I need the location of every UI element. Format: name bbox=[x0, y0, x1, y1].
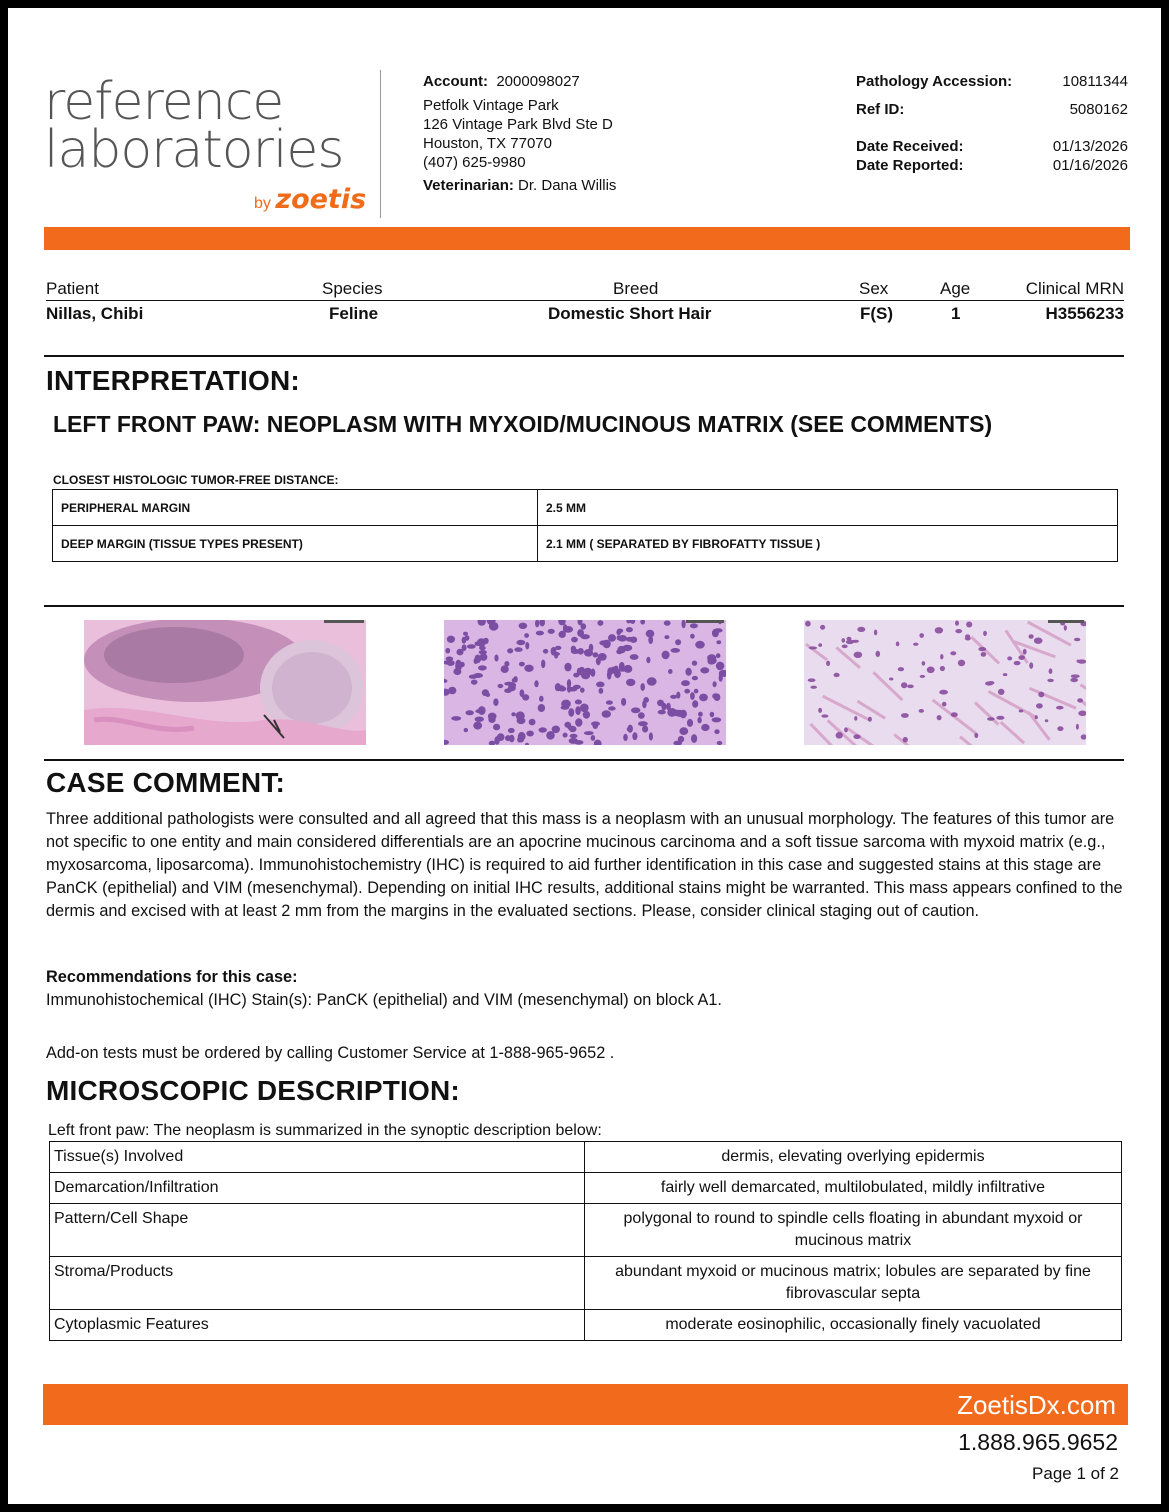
account-block bbox=[423, 72, 723, 195]
addon-text: Add-on tests must be ordered by calling Customer Service at 1-888-965-9652 . bbox=[46, 1044, 615, 1062]
logo-text-laboratories: laboratories bbox=[44, 120, 344, 180]
received-value: 01/13/2026 bbox=[1052, 138, 1128, 155]
refid-label: Ref ID: bbox=[856, 101, 905, 118]
histology-image-myxoid bbox=[804, 620, 1086, 745]
vet-label: Veterinarian: bbox=[423, 177, 514, 194]
synoptic-value: moderate eosinophilic, occasionally finely vacuolated bbox=[585, 1310, 1122, 1341]
synoptic-table bbox=[49, 1141, 1122, 1341]
mrn-col-header: Clinical MRN bbox=[1025, 279, 1124, 298]
recommendations-text: Immunohistochemical (IHC) Stain(s): PanCK (epithelial) and VIM (mesenchymal) on block A1. bbox=[46, 991, 722, 1009]
margin-table bbox=[52, 489, 1118, 562]
patient-value-row bbox=[46, 301, 1124, 325]
age-value: 1 bbox=[951, 304, 961, 323]
divider bbox=[44, 355, 1124, 357]
synoptic-row bbox=[50, 1257, 1122, 1310]
margin-label: PERIPHERAL MARGIN bbox=[53, 490, 538, 526]
breed-col-header: Breed bbox=[613, 279, 659, 298]
margin-label: DEEP MARGIN (TISSUE TYPES PRESENT) bbox=[53, 526, 538, 562]
synoptic-row bbox=[50, 1142, 1122, 1173]
divider bbox=[44, 759, 1124, 761]
zoetis-logo bbox=[254, 184, 366, 215]
synoptic-label: Tissue(s) Involved bbox=[50, 1142, 585, 1173]
account-value: 2000098027 bbox=[496, 73, 580, 90]
patient-col-header: Patient bbox=[46, 279, 99, 298]
accession-value: 10811344 bbox=[1062, 73, 1128, 90]
synoptic-value: abundant myxoid or mucinous matrix; lobules are separated by fine fibrovascular septa bbox=[585, 1257, 1122, 1310]
species-value: Feline bbox=[329, 304, 379, 323]
footer-phone: 1.888.965.9652 bbox=[958, 1429, 1118, 1455]
age-col-header: Age bbox=[940, 279, 971, 298]
patient-header-row bbox=[46, 279, 1124, 301]
patient-info bbox=[46, 279, 1124, 325]
received-label: Date Received: bbox=[856, 138, 964, 155]
logo-text-reference: reference bbox=[44, 72, 284, 132]
synoptic-label: Stroma/Products bbox=[50, 1257, 585, 1310]
reported-label: Date Reported: bbox=[856, 157, 964, 174]
species-col-header: Species bbox=[322, 279, 383, 298]
synoptic-value: fairly well demarcated, multilobulated, mildly infiltrative bbox=[585, 1173, 1122, 1204]
synoptic-label: Cytoplasmic Features bbox=[50, 1310, 585, 1341]
margin-row bbox=[53, 490, 1118, 526]
mrn-value: H3556233 bbox=[1045, 304, 1124, 323]
margin-row bbox=[53, 526, 1118, 562]
page-number: Page 1 of 2 bbox=[1032, 1464, 1119, 1483]
refid-value: 5080162 bbox=[1069, 101, 1128, 118]
microscopic-heading: MICROSCOPIC DESCRIPTION: bbox=[46, 1075, 460, 1106]
clinic-address-2: Houston, TX 77070 bbox=[423, 135, 552, 152]
clinic-name: Petfolk Vintage Park bbox=[423, 97, 559, 114]
patient-name: Nillas, Chibi bbox=[46, 304, 144, 323]
footer-website[interactable]: ZoetisDx.com bbox=[957, 1390, 1116, 1420]
synoptic-value: dermis, elevating overlying epidermis bbox=[585, 1142, 1122, 1173]
histology-image-low-power bbox=[84, 620, 366, 745]
synoptic-row bbox=[50, 1310, 1122, 1341]
synoptic-row bbox=[50, 1204, 1122, 1257]
diagnosis-text: LEFT FRONT PAW: NEOPLASM WITH MYXOID/MUCINOUS MATRIX (SEE COMMENTS) bbox=[53, 411, 993, 437]
case-comment-heading: CASE COMMENT: bbox=[46, 767, 286, 798]
margin-value: 2.5 MM bbox=[538, 490, 1118, 526]
header-orange-bar bbox=[44, 227, 1130, 250]
synoptic-label: Demarcation/Infiltration bbox=[50, 1173, 585, 1204]
logo-divider bbox=[380, 70, 381, 218]
interpretation-heading: INTERPRETATION: bbox=[46, 365, 300, 396]
breed-value: Domestic Short Hair bbox=[548, 304, 712, 323]
case-comment-text: Three additional pathologists were consulted and all agreed that this mass is a neoplasm with an unusual morphology. The features of this tumor are not specific to one entity and main considered differentials are an apocrine mucinous carcinoma and a soft tissue sarcoma with myxoid matrix (e.g., myxosarcoma, liposarcoma). Immunohistochemistry (IHC) is required to aid further identification in this case and suggested stains at this stage are PanCK (epithelial) and VIM (mesenchymal). Depending on initial IHC results, additional stains might be warranted. This mass appears confined to the dermis and excised with at least 2 mm from the margins in the evaluated sections. Please, consider clinical staging out of caution. bbox=[46, 810, 1123, 920]
accession-block bbox=[856, 72, 1128, 175]
synoptic-row bbox=[50, 1173, 1122, 1204]
histology-image-cells bbox=[444, 620, 726, 745]
sex-value: F(S) bbox=[860, 304, 894, 323]
recommendations-title: Recommendations for this case: bbox=[46, 968, 298, 986]
sex-col-header: Sex bbox=[859, 279, 889, 298]
reported-value: 01/16/2026 bbox=[1052, 157, 1128, 174]
footer-orange-bar bbox=[43, 1384, 1128, 1425]
synoptic-value: polygonal to round to spindle cells floating in abundant myxoid or mucinous matrix bbox=[585, 1204, 1122, 1257]
logo-by: by bbox=[254, 195, 271, 212]
margin-value: 2.1 MM ( SEPARATED BY FIBROFATTY TISSUE ) bbox=[538, 526, 1118, 562]
microscopic-intro: Left front paw: The neoplasm is summarized in the synoptic description below: bbox=[48, 1122, 602, 1139]
logo-brand: zoetis bbox=[275, 184, 367, 215]
clinic-address-1: 126 Vintage Park Blvd Ste D bbox=[423, 116, 613, 133]
report-page bbox=[8, 8, 1161, 1504]
synoptic-label: Pattern/Cell Shape bbox=[50, 1204, 585, 1257]
vet-value: Dr. Dana Willis bbox=[518, 177, 617, 194]
margin-title: CLOSEST HISTOLOGIC TUMOR-FREE DISTANCE: bbox=[53, 473, 339, 487]
clinic-phone: (407) 625-9980 bbox=[423, 154, 526, 171]
divider bbox=[44, 605, 1124, 607]
account-label: Account: bbox=[423, 73, 488, 90]
accession-label: Pathology Accession: bbox=[856, 73, 1013, 90]
